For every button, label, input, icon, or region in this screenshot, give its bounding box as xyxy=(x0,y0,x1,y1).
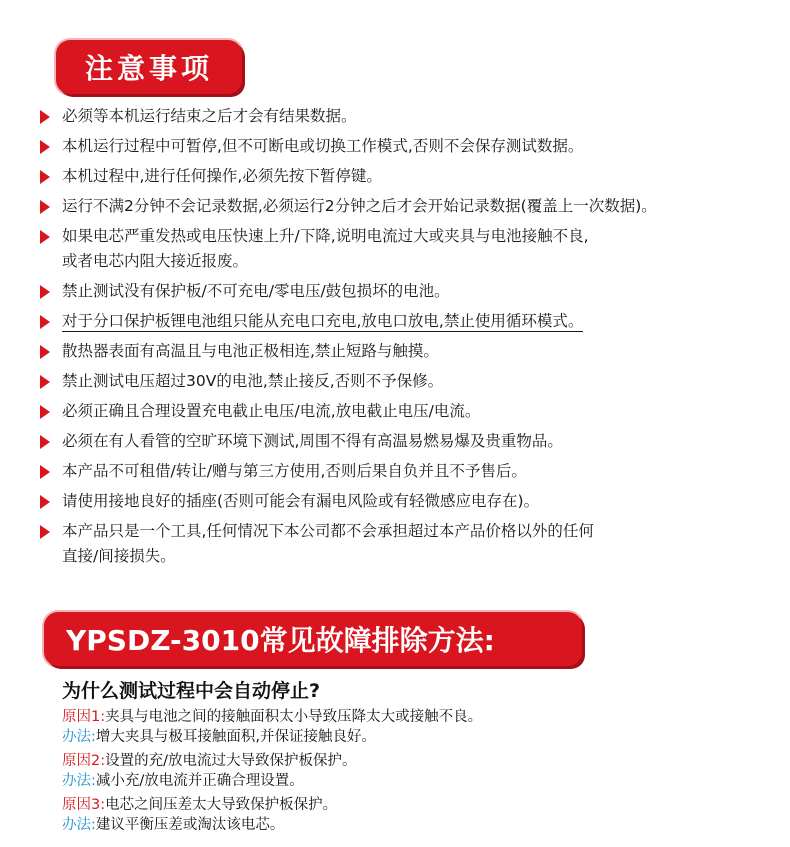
notice-text: 对于分口保护板锂电池组只能从充电口充电,放电口放电,禁止使用循环模式。 xyxy=(62,312,584,330)
bullet-triangle-icon xyxy=(40,525,50,539)
notice-text: 如果电芯严重发热或电压快速上升/下降,说明电流过大或夹具与电池接触不良, xyxy=(62,227,589,245)
notice-text: 请使用接地良好的插座(否则可能会有漏电风险或有轻微感应电存在)。 xyxy=(62,492,540,510)
notice-item xyxy=(40,369,775,394)
fix-label: 办法: xyxy=(62,773,96,789)
reason-label: 原因1: xyxy=(62,709,106,725)
bullet-triangle-icon xyxy=(40,140,50,154)
notice-item xyxy=(40,224,775,274)
troubleshooting-banner: YPSDZ-3010常见故障排除方法: xyxy=(44,612,582,666)
notice-text: 必须等本机运行结束之后才会有结果数据。 xyxy=(62,107,357,125)
notice-item xyxy=(40,459,775,484)
faq-item xyxy=(62,795,762,835)
notice-item xyxy=(40,279,775,304)
notice-text: 禁止测试没有保护板/不可充电/零电压/鼓包损坏的电池。 xyxy=(62,282,450,300)
reason-label: 原因3: xyxy=(62,797,106,813)
bullet-triangle-icon xyxy=(40,315,50,329)
bullet-triangle-icon xyxy=(40,230,50,244)
notice-item xyxy=(40,399,775,424)
notice-item xyxy=(40,104,775,129)
fix-row xyxy=(62,727,762,747)
bullet-triangle-icon xyxy=(40,405,50,419)
fix-text: 增大夹具与极耳接触面积,并保证接触良好。 xyxy=(95,729,376,745)
faq-section xyxy=(62,676,762,839)
reason-row xyxy=(62,751,762,771)
reason-text: 电芯之间压差太大导致保护板保护。 xyxy=(105,797,338,813)
notice-item xyxy=(40,429,775,454)
bullet-triangle-icon xyxy=(40,170,50,184)
faq-item xyxy=(62,751,762,791)
notice-text: 本机过程中,进行任何操作,必须先按下暂停键。 xyxy=(62,167,382,185)
notice-banner: 注意事项 xyxy=(56,40,242,94)
fix-row xyxy=(62,771,762,791)
bullet-triangle-icon xyxy=(40,110,50,124)
notice-item xyxy=(40,134,775,159)
notice-item xyxy=(40,339,775,364)
bullet-triangle-icon xyxy=(40,495,50,509)
notice-text-cont: 或者电芯内阻大接近报废。 xyxy=(62,252,249,270)
notice-text: 必须在有人看管的空旷环境下测试,周围不得有高温易燃易爆及贵重物品。 xyxy=(62,432,563,450)
notice-text-cont: 直接/间接损失。 xyxy=(62,547,176,565)
bullet-triangle-icon xyxy=(40,345,50,359)
faq-item xyxy=(62,707,762,747)
notice-text: 必须正确且合理设置充电截止电压/电流,放电截止电压/电流。 xyxy=(62,402,481,420)
notice-item xyxy=(40,519,775,569)
fix-row xyxy=(62,815,762,835)
notice-item xyxy=(40,309,775,334)
notice-text: 运行不满2分钟不会记录数据,必须运行2分钟之后才会开始记录数据(覆盖上一次数据)。 xyxy=(62,197,657,215)
notice-item xyxy=(40,489,775,514)
fix-text: 减小充/放电流并正确合理设置。 xyxy=(95,773,304,789)
reason-text: 夹具与电池之间的接触面积太小导致压降太大或接触不良。 xyxy=(105,709,483,725)
fix-label: 办法: xyxy=(62,729,96,745)
notice-text: 本机运行过程中可暂停,但不可断电或切换工作模式,否则不会保存测试数据。 xyxy=(62,137,584,155)
bullet-triangle-icon xyxy=(40,285,50,299)
reason-row xyxy=(62,707,762,727)
bullet-triangle-icon xyxy=(40,200,50,214)
notice-text: 本产品只是一个工具,任何情况下本公司都不会承担超过本产品价格以外的任何 xyxy=(62,522,594,540)
bullet-triangle-icon xyxy=(40,465,50,479)
notice-list xyxy=(40,104,775,574)
reason-text: 设置的充/放电流过大导致保护板保护。 xyxy=(105,753,357,769)
notice-text: 散热器表面有高温且与电池正极相连,禁止短路与触摸。 xyxy=(62,342,439,360)
faq-question: 为什么测试过程中会自动停止? xyxy=(62,680,321,702)
reason-row xyxy=(62,795,762,815)
notice-text: 本产品不可租借/转让/赠与第三方使用,否则后果自负并且不予售后。 xyxy=(62,462,527,480)
notice-item xyxy=(40,164,775,189)
reason-label: 原因2: xyxy=(62,753,106,769)
bullet-triangle-icon xyxy=(40,435,50,449)
notice-item xyxy=(40,194,775,219)
fix-text: 建议平衡压差或淘汰该电芯。 xyxy=(95,817,285,833)
notice-text: 禁止测试电压超过30V的电池,禁止接反,否则不予保修。 xyxy=(62,372,444,390)
fix-label: 办法: xyxy=(62,817,96,833)
bullet-triangle-icon xyxy=(40,375,50,389)
